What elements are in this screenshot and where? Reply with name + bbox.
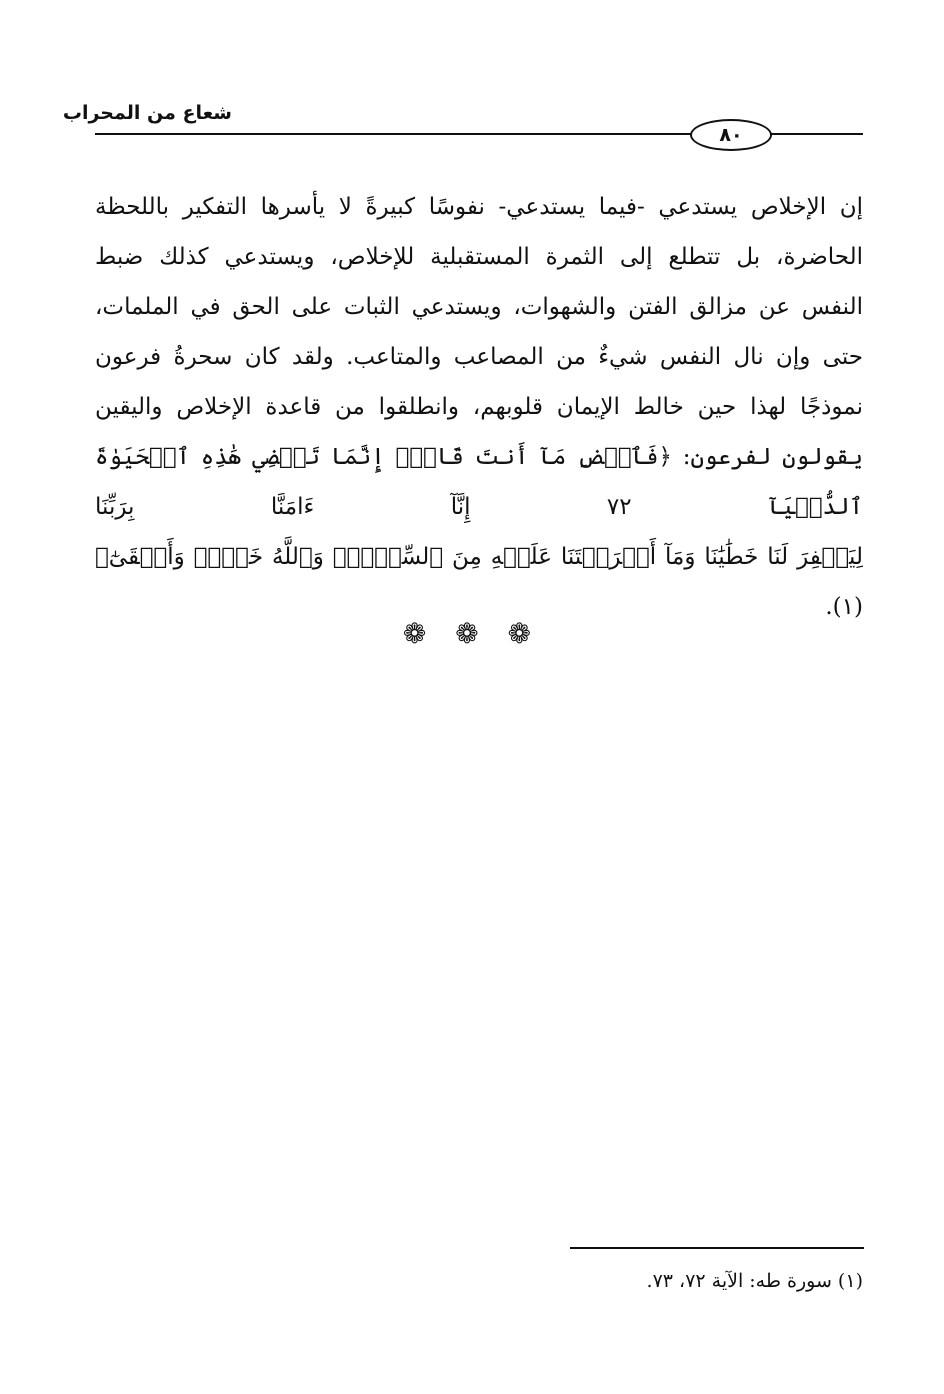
footnote: (١) سورة طه: الآية ٧٢، ٧٣. (646, 1270, 863, 1292)
body-line: الحاضرة، بل تتطلع إلى الثمرة المستقبلية للإخلاص، ويستدعي كذلك ضبط (95, 244, 863, 270)
footnote-rule (570, 1247, 864, 1249)
body-paragraph (95, 182, 863, 632)
body-line: حتى وإن نال النفس شيءٌ من المصاعب والمتاعب. ولقد كان سحرةُ فرعون (95, 344, 863, 370)
body-line: نموذجًا لهذا حين خالط الإيمان قلوبهم، وانطلقوا من قاعدة الإخلاص واليقين (95, 394, 863, 420)
body-line: لِيَغۡفِرَ لَنَا خَطَٰيَٰنَا وَمَآ أَكۡرَهۡتَنَا عَلَيۡهِ مِنَ ٱلسِّحۡرِۗ وَٱللَّهُ خَيۡرٞ وَأَبۡقَىٰٓ﴾(١). (95, 544, 863, 620)
page-number: ٨٠ (719, 124, 743, 146)
body-line: إن الإخلاص يستدعي -فيما يستدعي- نفوسًا كبيرةً لا يأسرها التفكير باللحظة (95, 194, 863, 220)
body-line: يقولون لفرعون: ﴿فَٱقۡضِ مَآ أَنتَ قَاضٍۖ إِنَّمَا تَقۡضِي هَٰذِهِ ٱلۡحَيَوٰةَ ٱلدُّنۡيَآ ٧٢ إِنَّآ ءَامَنَّا بِرَبِّنَا (95, 444, 863, 520)
body-line: النفس عن مزالق الفتن والشهوات، ويستدعي الثبات على الحق في الملمات، (95, 294, 863, 320)
page-number-oval (690, 119, 772, 151)
running-title: شعاع من المحراب (62, 102, 232, 124)
ornament-separator: ❁ ❁ ❁ (402, 617, 542, 650)
